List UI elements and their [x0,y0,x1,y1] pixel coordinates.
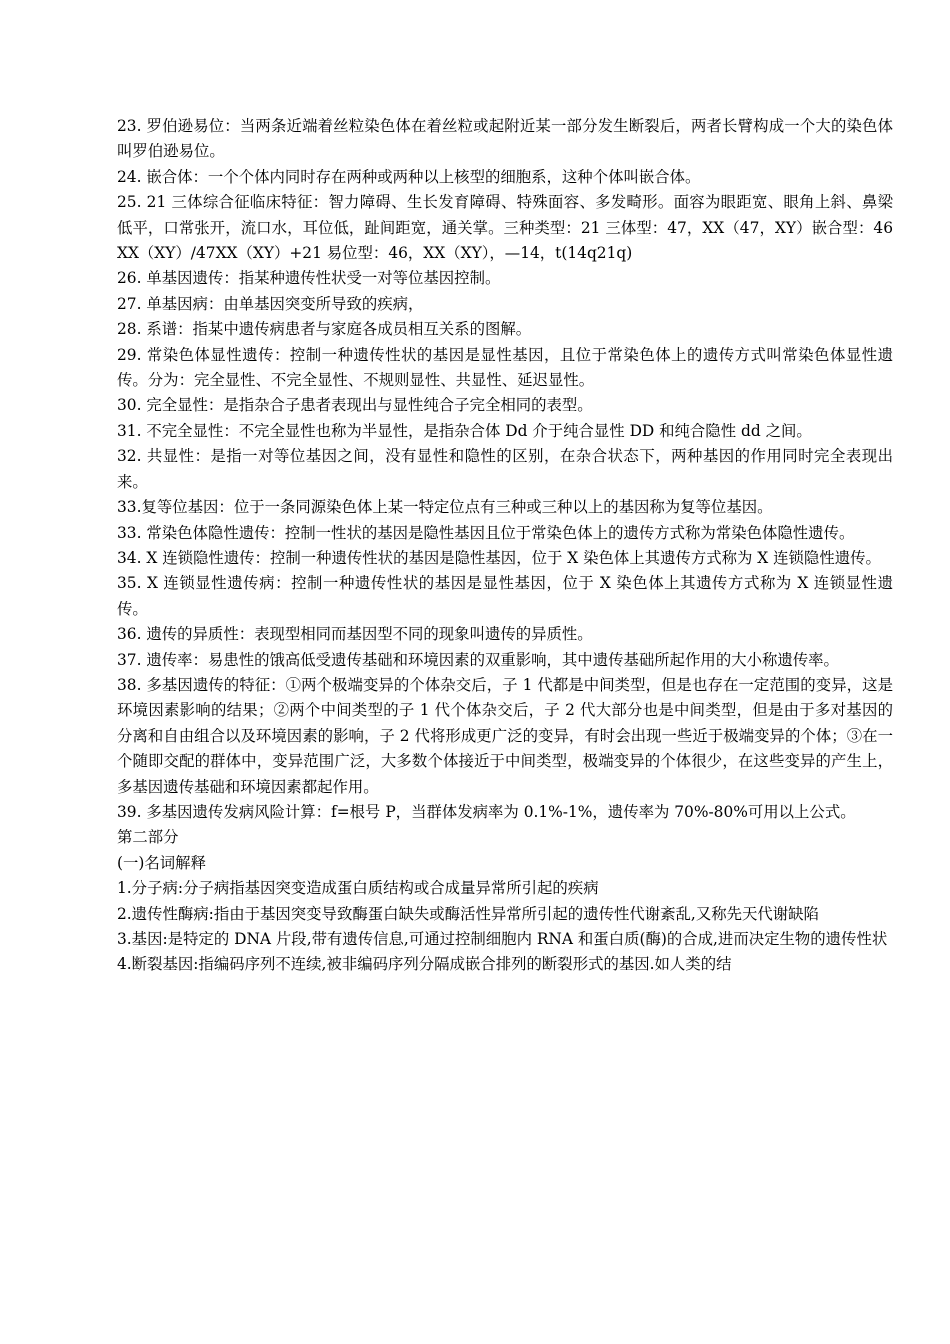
term-2: 2.遗传性酶病:指由于基因突变导致酶蛋白缺失或酶活性异常所引起的遗传性代谢紊乱,又称先天代谢缺陷 [117,904,819,923]
paragraph-37: 37. 遗传率：易患性的饿高低受遗传基础和环境因素的双重影响，其中遗传基础所起作用的大小称遗传率。 [117,650,839,669]
paragraph-30: 30. 完全显性：是指杂合子患者表现出与显性纯合子完全相同的表型。 [117,396,593,415]
paragraph-38: 38. 多基因遗传的特征：①两个极端变异的个体杂交后，子 1 代都是中间类型，但是也存在一定范围的变异，这是环境因素影响的结果；②两个中间类型的子 1 代个体杂交后，子 2 代大部分也是中间类型，但是由于多对基因的分离和自由组合以及环境因素的影响，子 2 代将形成更广泛的变异，有时会出现一些近于极端变异的个体；③在一个随即交配的群体中，变异范围广泛，大多数个体接近于中间类型，极端变异的个体很少，在这些变异的产生上，多基因遗传基础和环境因素都起作用。 [117,675,893,796]
paragraph-34: 34. X 连锁隐性遗传：控制一种遗传性状的基因是隐性基因，位于 X 染色体上其遗传方式称为 X 连锁隐性遗传。 [117,548,881,567]
paragraph-27: 27. 单基因病：由单基因突变所导致的疾病， [117,294,424,313]
subsection-heading-terms: (一)名词解释 [117,853,206,872]
paragraph-31: 31. 不完全显性：不完全显性也称为半显性，是指杂合体 Dd 介于纯合显性 DD 和纯合隐性 dd 之间。 [117,421,812,440]
term-4: 4.断裂基因:指编码序列不连续,被非编码序列分隔成嵌合排列的断裂形式的基因.如人类的结 [117,955,732,974]
term-3: 3.基因:是特定的 DNA 片段,带有遗传信息,可通过控制细胞内 RNA 和蛋白质(酶)的合成,进而决定生物的遗传性状 [117,930,888,948]
paragraph-36: 36. 遗传的异质性：表现型相同而基因型不同的现象叫遗传的异质性。 [117,625,593,644]
paragraph-25: 25. 21 三体综合征临床特征：智力障碍、生长发育障碍、特殊面容、多发畸形。面容为眼距宽、眼角上斜、鼻梁低平，口常张开，流口水，耳位低，趾间距宽，通关掌。三种类型：21 三体型：47，XX（47，XY）嵌合型：46XX（XY）/47XX（XY）+21 易位型：46，XX（XY），—14，t(14q21q) [117,193,893,263]
paragraph-33a: 33.复等位基因：位于一条同源染色体上某一特定位点有三种或三种以上的基因称为复等位基因。 [117,498,773,517]
paragraph-24: 24. 嵌合体：一个个体内同时存在两种或两种以上核型的细胞系，这种个体叫嵌合体。 [117,167,701,186]
term-1: 1.分子病:分子病指基因突变造成蛋白质结构或合成量异常所引起的疾病 [117,879,599,898]
paragraph-32: 32. 共显性：是指一对等位基因之间，没有显性和隐性的区别，在杂合状态下，两种基因的作用同时完全表现出来。 [117,447,893,491]
paragraph-28: 28. 系谱：指某中遗传病患者与家庭各成员相互关系的图解。 [117,320,532,339]
section-heading-part-two: 第二部分 [117,828,179,847]
paragraph-23: 23. 罗伯逊易位：当两条近端着丝粒染色体在着丝粒或起附近某一部分发生断裂后，两者长臂构成一个大的染色体叫罗伯逊易位。 [117,117,893,161]
paragraph-39: 39. 多基因遗传发病风险计算：f=根号 P，当群体发病率为 0.1%-1%，遗传率为 70%-80%可用以上公式。 [117,802,856,821]
paragraph-33b: 33. 常染色体隐性遗传：控制一性状的基因是隐性基因且位于常染色体上的遗传方式称为常染色体隐性遗传。 [117,523,855,542]
paragraph-29: 29. 常染色体显性遗传：控制一种遗传性状的基因是显性基因，且位于常染色体上的遗传方式叫常染色体显性遗传。分为：完全显性、不完全显性、不规则显性、共显性、延迟显性。 [117,345,893,390]
paragraph-35: 35. X 连锁显性遗传病：控制一种遗传性状的基因是显性基因，位于 X 染色体上其遗传方式称为 X 连锁显性遗传。 [117,574,893,618]
document-body [117,114,893,978]
paragraph-26: 26. 单基因遗传：指某种遗传性状受一对等位基因控制。 [117,269,501,288]
